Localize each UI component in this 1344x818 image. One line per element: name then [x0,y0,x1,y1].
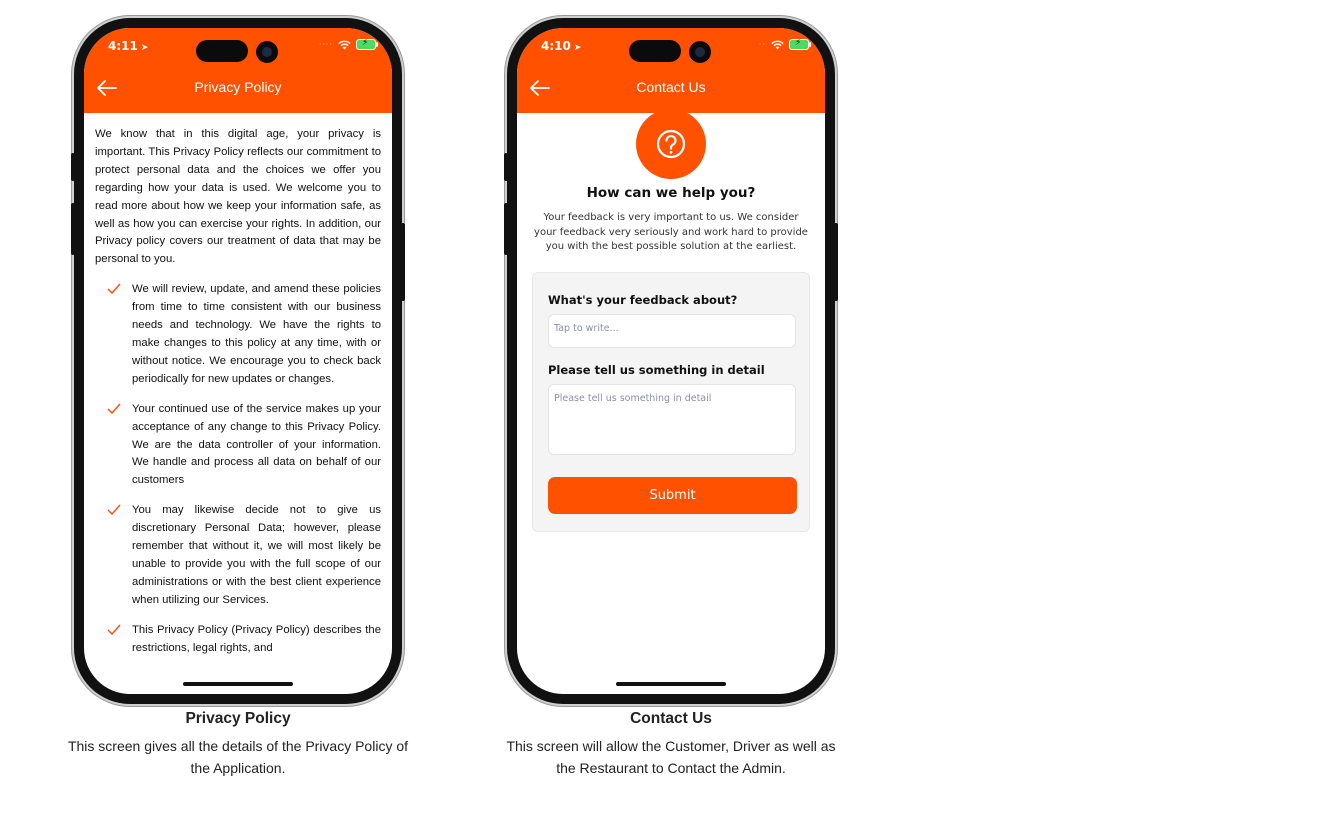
mute-switch [71,153,75,181]
detail-textarea[interactable] [548,384,796,455]
signal-icon: ···· [318,40,333,49]
privacy-phone-frame [74,18,402,704]
contact-phone-frame [507,18,835,704]
status-bar-icons [319,39,376,50]
contact-caption-line: the Restaurant to Contact the Admin. [556,760,786,776]
contact-caption-title: Contact Us [630,710,712,727]
policy-item [95,622,381,658]
policy-item-text: Your continued use of the service makes up your acceptance of any change to this Privacy Policy. We are the data controller of your information. We handle and process all data on behalf of our customers [132,402,381,487]
privacy-screen [84,28,392,694]
policy-item [95,401,381,491]
wifi-icon [338,40,351,50]
location-arrow-icon: ➤ [573,43,582,53]
help-heading: How can we help you? [586,185,756,201]
submit-button[interactable]: Submit [548,477,797,514]
feedback-placeholder: Tap to write... [554,323,619,334]
policy-item [95,502,381,609]
status-bar-icons [759,39,809,50]
feedback-label: What's your feedback about? [548,293,738,307]
contact-screen [517,28,825,694]
help-badge [636,109,706,179]
mute-switch [504,153,508,181]
privacy-caption-line: This screen gives all the details of the Privacy Policy of [67,738,409,754]
policy-intro: We know that in this digital age, your privacy is important. This Privacy Policy reflects our commitment to protect personal data and the choices we offer you regarding how your data is used. We welcome you to read more about how we keep your information safe, as well as how you can exercise your rights. In addition, our Privacy policy covers our treatment of data that may be personal to you. [95,128,381,266]
status-bar-time: 4:11 ➤ [108,39,149,53]
policy-item-text: You may likewise decide not to give us discretionary Personal Data; however, please remember that without it, we will most likely be unable to provide you with the full scope of our administrations or with the best client experience when utilizing our Services. [132,504,381,606]
policy-content [95,126,381,669]
feedback-input[interactable] [548,314,796,348]
contact-caption-line: This screen will allow the Customer, Driver as well as [506,738,836,754]
checkmark-icon [107,624,121,635]
privacy-caption-title: Privacy Policy [185,710,291,727]
feedback-form [532,272,810,532]
policy-item-text: This Privacy Policy (Privacy Policy) describes the restrictions, legal rights, and [132,623,381,654]
front-camera [256,41,278,63]
power-button [834,223,838,301]
privacy-caption-line: the Application. [190,760,286,776]
status-bar-time: 4:10 ➤ [541,39,582,53]
volume-button [71,203,75,255]
checkmark-icon [107,403,121,414]
power-button [401,223,405,301]
detail-label: Please tell us something in detail [548,363,765,377]
volume-button [504,203,508,255]
help-description: Your feedback is very important to us. We consider your feedback very seriously and work hard to provide you with the best possible solution at the earliest. [534,212,808,252]
wifi-icon [771,40,784,50]
checkmark-icon [107,504,121,515]
question-mark-icon [636,109,706,179]
app-header [84,28,392,113]
policy-item-text: We will review, update, and amend these policies from time to time consistent with our business needs and technology. We have the rights to make changes to this policy at any time, with or without notice. We encourage you to check back periodically for new updates or changes. [132,283,381,385]
dynamic-island [196,40,248,62]
page-title: Contact Us [636,79,706,95]
checkmark-icon [107,283,121,294]
battery-icon: ⚡ [789,39,809,50]
home-indicator[interactable] [616,682,726,686]
signal-icon: ·· [758,40,766,49]
front-camera [689,41,711,63]
location-arrow-icon: ➤ [140,43,149,53]
home-indicator[interactable] [183,682,293,686]
policy-item [95,281,381,388]
contact-caption-text [471,735,871,779]
privacy-caption-text [38,735,438,779]
dynamic-island [629,40,681,62]
page-title: Privacy Policy [194,79,282,95]
detail-placeholder: Please tell us something in detail [554,393,712,404]
app-header [517,28,825,113]
battery-icon: ⚡ [356,39,376,50]
